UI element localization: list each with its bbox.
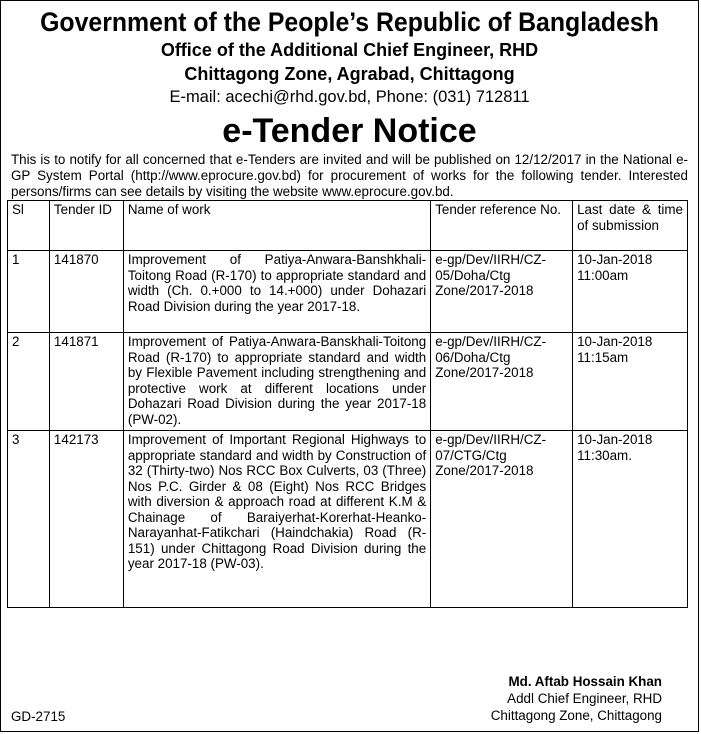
submission-time: 11:30am. [577, 447, 632, 463]
tender-table [7, 200, 688, 608]
cell-name-of-work: Improvement of Patiya-Anwara-Banskhali-Toitong Road (R-170) to appropriate standard and width by Flexible Pavement including strengthening and protective work at different locations under Dohazari Road Division during the year 2017-18 (PW-02). [123, 333, 430, 431]
submission-date: 10-Jan-2018 [577, 334, 653, 349]
gd-code: GD-2715 [11, 709, 66, 724]
col-header-tender-id: Tender ID [49, 201, 123, 251]
cell-sl: 1 [8, 251, 50, 333]
intro-paragraph: This is to notify for all concerned that e-Tenders are invited and will be published on 12/12/2017 in the National e-GP System Portal (http://www.eprocure.gov.bd) for procurement of works for the following tender. Interested persons/firms can see details by visiting the website www.eprocure.gov.bd. [11, 152, 688, 199]
office-name: Office of the Additional Chief Engineer, RHD [160, 40, 539, 60]
cell-sl: 2 [8, 333, 50, 431]
table-header-row [8, 201, 688, 251]
government-title: Government of the People’s Republic of Bangladesh [40, 7, 659, 37]
submission-time: 11:00am [577, 267, 629, 283]
cell-tender-id: 141871 [49, 333, 123, 431]
cell-last-date [573, 431, 688, 608]
cell-tender-reference: e-gp/Dev/IIRH/CZ-07/CTG/Ctg Zone/2017-2018 [431, 431, 573, 608]
cell-tender-id: 142173 [49, 431, 123, 608]
signatory-designation: Addl Chief Engineer, RHD [507, 691, 662, 706]
table-row [8, 251, 688, 333]
office-address: Chittagong Zone, Agrabad, Chittagong [184, 64, 515, 84]
cell-tender-reference: e-gp/Dev/IIRH/CZ-06/Doha/Ctg Zone/2017-2018 [431, 333, 573, 431]
signatory-name: Md. Aftab Hossain Khan [508, 674, 662, 689]
col-header-last-date: Last date & time of submission [573, 201, 688, 251]
col-header-name-of-work: Name of work [123, 201, 430, 251]
table-row [8, 431, 688, 608]
col-header-sl: Sl [8, 201, 50, 251]
cell-tender-reference: e-gp/Dev/IIRH/CZ-05/Doha/Ctg Zone/2017-2018 [431, 251, 573, 333]
cell-last-date [573, 251, 688, 333]
contact-info: E-mail: acechi@rhd.gov.bd, Phone: (031) 712811 [169, 88, 530, 106]
cell-sl: 3 [8, 431, 50, 608]
cell-name-of-work: Improvement of Important Regional Highways to appropriate standard and width by Construction of 32 (Thirty-two) Nos RCC Box Culverts, 03 (Three) Nos P.C. Girder & 08 (Eight) Nos RCC Bridges with diversion & approach road at different K.M & Chainage of Baraiyerhat-Korerhat-Heanko-Narayanhat-Fatikchari (Haindchakia) Road (R-151) under Chittagong Road Division during the year 2017-18 (PW-03). [123, 431, 430, 608]
notice-title: e-Tender Notice [222, 112, 477, 150]
cell-last-date [573, 333, 688, 431]
col-header-tender-reference: Tender reference No. [431, 201, 573, 251]
signature-block [491, 673, 662, 724]
notice-header [1, 1, 698, 151]
submission-date: 10-Jan-2018 [577, 432, 653, 447]
table-row [8, 333, 688, 431]
submission-date: 10-Jan-2018 [577, 252, 653, 267]
cell-name-of-work: Improvement of Patiya-Anwara-Banshkhali-Toitong Road (R-170) to appropriate standard and width (Ch. 0.+000 to 14.+000) under Dohazari Road Division during the year 2017-18. [123, 251, 430, 333]
submission-time: 11:15am [577, 349, 629, 365]
cell-tender-id: 141870 [49, 251, 123, 333]
signatory-office: Chittagong Zone, Chittagong [490, 708, 662, 723]
